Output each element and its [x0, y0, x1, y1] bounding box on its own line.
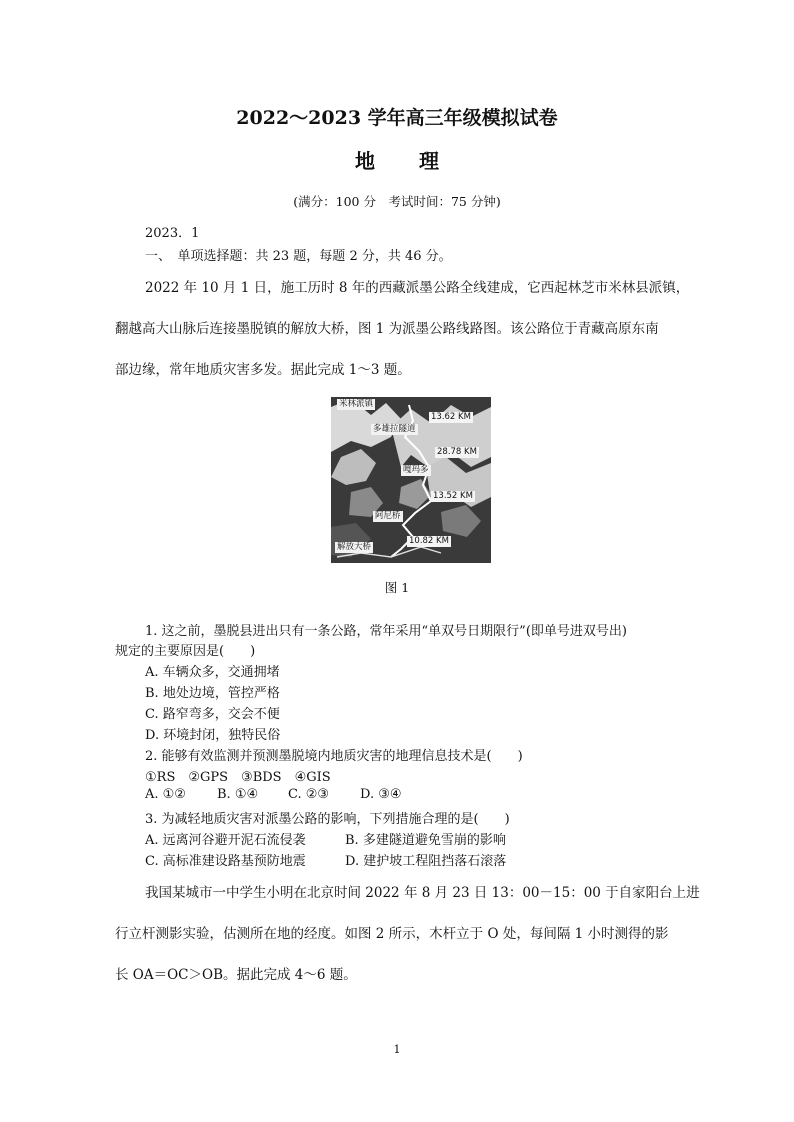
map-place-label: 米林派镇 [339, 399, 374, 409]
intro1-line: 部边缘，常年地质灾害多发。据此完成 1～3 题。 [115, 362, 411, 378]
subject-title: 地理 [355, 149, 483, 173]
intro2-line: 长 OA＝OC＞OB。据此完成 4～6 题。 [115, 967, 357, 983]
question-stem: 规定的主要原因是( ) [115, 644, 256, 659]
option-item: C. ②③ [288, 787, 330, 802]
map-distance-label: 13.52 KM [433, 491, 473, 501]
exam-date: 2023．1 [145, 226, 200, 241]
intro2-line: 我国某城市一中学生小明在北京时间 2022 年 8 月 23 日 13：00－15：00 于自家阳台上进 [145, 885, 700, 901]
option-item: C. 高标准建设路基预防地震 [145, 854, 306, 869]
option-item: D. ③④ [360, 787, 402, 802]
question-choices-list: ①RS ②GPS ③BDS ④GIS [145, 770, 331, 785]
option-item: B. 地处边境，管控严格 [145, 686, 280, 701]
option-item: D. 建护坡工程阻挡落石滚落 [345, 854, 507, 869]
map-distance-label: 13.62 KM [431, 412, 471, 422]
map-place-label: 解放大桥 [337, 542, 372, 552]
map-place-label: 多雄拉隧道 [373, 424, 416, 434]
option-item: A. 远离河谷避开泥石流侵袭 [145, 833, 306, 848]
option-item: C. 路窄弯多，交会不便 [145, 707, 280, 722]
option-item: D. 环境封闭，独特民俗 [145, 728, 281, 743]
map-place-label: 嘎玛多 [403, 465, 429, 475]
exam-meta: (满分：100 分 考试时间：75 分钟) [293, 194, 501, 209]
question-stem: 3. 为减轻地质灾害对派墨公路的影响，下列措施合理的是( ) [145, 812, 510, 827]
question-stem: 1. 这之前，墨脱县进出只有一条公路，常年采用“单双号日期限行”(即单号进双号出) [145, 624, 627, 639]
page-number: 1 [393, 1043, 401, 1056]
intro1-line: 2022 年 10 月 1 日，施工历时 8 年的西藏派墨公路全线建成，它西起林芝市米林县派镇， [145, 280, 690, 296]
route-map-figure [331, 397, 491, 563]
intro2-line: 行立杆测影实验，估测所在地的经度。如图 2 所示，木杆立于 O 处，每间隔 1 小时测得的影 [115, 926, 669, 942]
question-stem: 2. 能够有效监测并预测墨脱境内地质灾害的地理信息技术是( ) [145, 749, 523, 764]
map-place-label: 阿尼桥 [375, 511, 401, 521]
option-item: B. ①④ [217, 787, 259, 802]
option-item: B. 多建隧道避免雪崩的影响 [345, 833, 506, 848]
option-item: A. ①② [145, 787, 186, 802]
section-heading: 一、 单项选择题：共 23 题，每题 2 分，共 46 分。 [145, 249, 452, 264]
exam-title: 2022～2023 学年高三年级模拟试卷 [236, 107, 558, 129]
figure-caption: 图 1 [384, 580, 410, 595]
map-distance-label: 28.78 KM [437, 447, 477, 457]
option-item: A. 车辆众多，交通拥堵 [145, 665, 280, 680]
intro1-line: 翻越高大山脉后连接墨脱镇的解放大桥，图 1 为派墨公路线路图。该公路位于青藏高原东南 [115, 321, 659, 337]
map-distance-label: 10.82 KM [409, 536, 449, 546]
